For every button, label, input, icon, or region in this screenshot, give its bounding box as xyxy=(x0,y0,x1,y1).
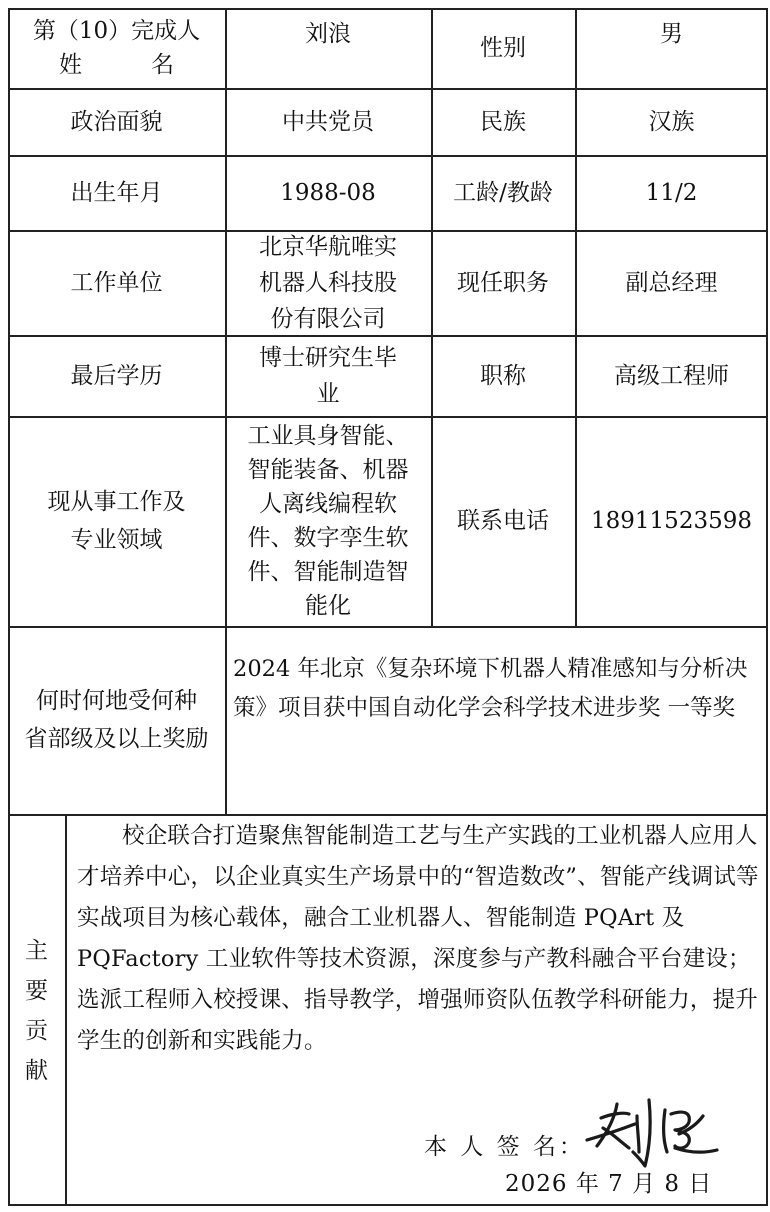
value-position: 副总经理 xyxy=(625,269,718,296)
value-award: 2024 年北京《复杂环境下机器人精准感知与分析决策》项目获中国自动化学会科学技术进步奖 一等奖 xyxy=(233,656,748,721)
value-education: 博士研究生毕 业 xyxy=(259,344,397,407)
table-border-bottom xyxy=(8,1204,768,1206)
label-position: 现任职务 xyxy=(457,269,549,296)
label-phone: 联系电话 xyxy=(457,508,549,534)
value-field: 工业具身智能、 智能装备、机器 人离线编程软 件、数字孪生软 件、智能制造智 能化 xyxy=(247,423,409,619)
label-education: 最后学历 xyxy=(70,362,163,389)
label-employer: 工作单位 xyxy=(70,269,163,296)
label-award: 何时何地受何种 省部级及以上奖励 xyxy=(24,688,209,752)
label-title: 职称 xyxy=(480,362,526,389)
handwritten-signature xyxy=(579,1090,729,1170)
value-phone: 18911523598 xyxy=(591,508,752,534)
award-nomination-form xyxy=(8,8,768,1206)
value-gender: 男 xyxy=(660,21,683,47)
label-political-status: 政治面貌 xyxy=(70,108,163,135)
value-work-years: 11/2 xyxy=(645,179,698,206)
value-ethnicity: 汉族 xyxy=(648,108,695,135)
column-divider xyxy=(65,814,67,1206)
value-name: 刘浪 xyxy=(305,21,351,47)
label-name: 第（10）完成人 姓 名 xyxy=(32,18,201,78)
value-title: 高级工程师 xyxy=(614,362,729,389)
label-birth-date: 出生年月 xyxy=(70,179,163,206)
value-political-status: 中共党员 xyxy=(282,108,374,135)
label-field: 现从事工作及 专业领域 xyxy=(47,489,186,553)
signature-label: 本 人 签 名： xyxy=(424,1134,585,1160)
contribution-text: 校企联合打造聚焦智能制造工艺与生产实践的工业机器人应用人才培养中心，以企业真实生产场景中的“智造数改”、智能产线调试等实战项目为核心载体，融合工业机器人、智能制造 PQArt 及 PQFactory 工业软件等技术资源，深度参与产教科融合平台建设；选派工程师入校授课、指导教学，增强师资队伍教学科研能力，提升学生的创新和实践能力。 xyxy=(77,823,759,1054)
label-ethnicity: 民族 xyxy=(480,108,526,135)
label-gender: 性别 xyxy=(480,35,526,61)
value-birth-date: 1988-08 xyxy=(280,179,376,206)
label-contribution: 主 要 贡 献 xyxy=(25,938,48,1084)
label-work-years: 工龄/教龄 xyxy=(453,179,553,206)
signature-date: 2026 年 7 月 8 日 xyxy=(505,1171,713,1197)
value-employer: 北京华航唯实 机器人科技股 份有限公司 xyxy=(259,233,397,332)
